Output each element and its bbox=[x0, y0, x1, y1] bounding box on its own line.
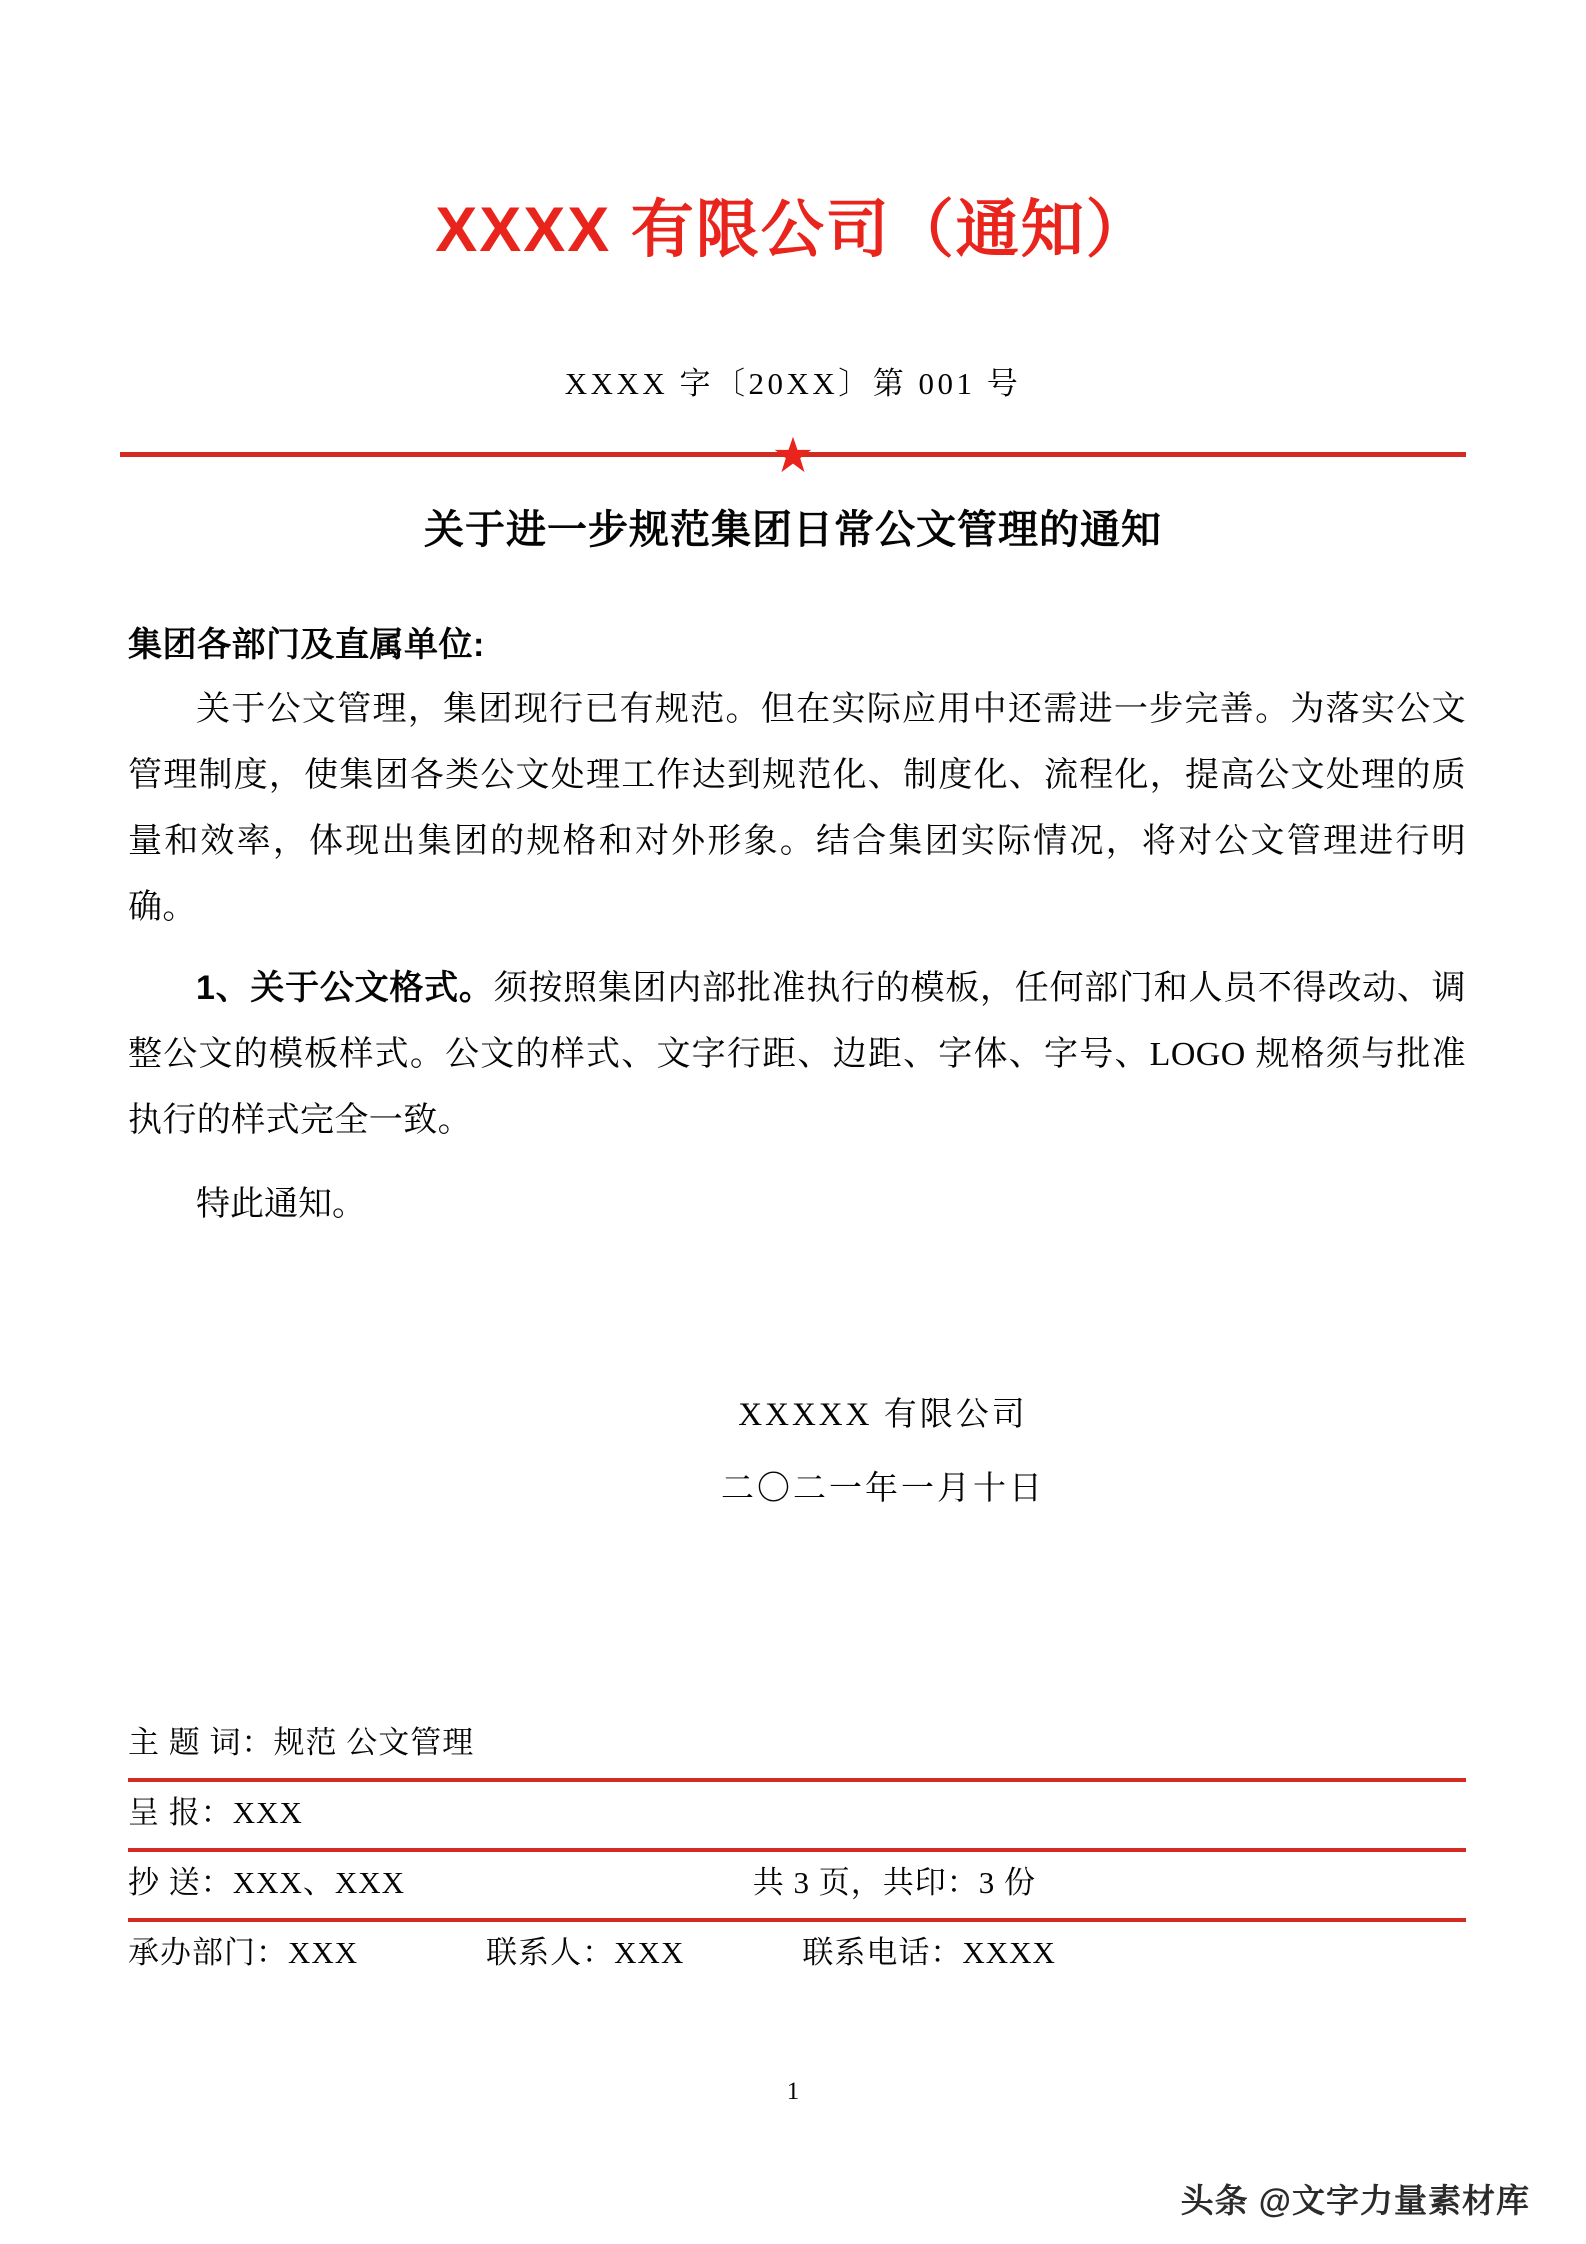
salutation: 集团各部门及直属单位: bbox=[128, 626, 485, 664]
footer-table bbox=[128, 1712, 1466, 1987]
footer-report-label: 呈 报：XXX bbox=[128, 1794, 303, 1830]
page-title: 关于进一步规范集团日常公文管理的通知 bbox=[424, 508, 1162, 552]
red-separator bbox=[120, 436, 1466, 472]
footer-subject-label: 主 题 词：规范 公文管理 bbox=[128, 1725, 475, 1760]
signature-company: XXXXX 有限公司 bbox=[738, 1397, 1028, 1433]
body-paragraph-1: 关于公文管理，集团现行已有规范。但在实际应用中还需进一步完善。为落实公文管理制度，使集团各类公文处理工作达到规范化、制度化、流程化，提高公文处理的质量和效率，体现出集团的规格和对外形象。结合集团实际情况，将对公文管理进行明确。 bbox=[128, 691, 1466, 926]
signature-date: 二〇二一年一月十日 bbox=[721, 1471, 1045, 1507]
footer-page-count: 共 3 页，共印：3 份 bbox=[752, 1864, 1036, 1900]
footer-row-contact bbox=[128, 1922, 1466, 1988]
footer-row-copy bbox=[128, 1852, 1466, 1918]
closing-statement: 特此通知。 bbox=[196, 1186, 366, 1223]
footer-row-report bbox=[128, 1782, 1466, 1848]
signature-block bbox=[0, 1378, 1586, 1526]
footer-contact-person: 联系人：XXX bbox=[486, 1934, 685, 1970]
letterhead-title: XXXX 有限公司（通知） bbox=[435, 195, 1151, 265]
footer-contact-phone: 联系电话：XXXX bbox=[802, 1934, 1056, 1970]
document-body bbox=[128, 620, 1466, 1238]
footer-row-subject bbox=[128, 1712, 1466, 1778]
page-number: 1 bbox=[786, 2078, 800, 2105]
document-serial-number: XXXX 字〔20XX〕第 001 号 bbox=[564, 366, 1022, 401]
body-item-1-lead: 1、关于公文格式。 bbox=[196, 969, 494, 1007]
body-item-1-text: 须按照集团内部批准执行的模板，任何部门和人员不得改动、调整公文的模板样式。公文的样式、文字行距、边距、字体、字号、LOGO 规格须与批准执行的样式完全一致。 bbox=[128, 970, 1467, 1139]
red-star-icon bbox=[774, 436, 812, 474]
footer-copy-label: 抄 送：XXX、XXX bbox=[128, 1864, 406, 1900]
body-item-1 bbox=[128, 955, 1466, 1154]
footer-department: 承办部门：XXX bbox=[128, 1934, 359, 1970]
watermark: 头条 @文字力量素材库 bbox=[1180, 2182, 1530, 2219]
